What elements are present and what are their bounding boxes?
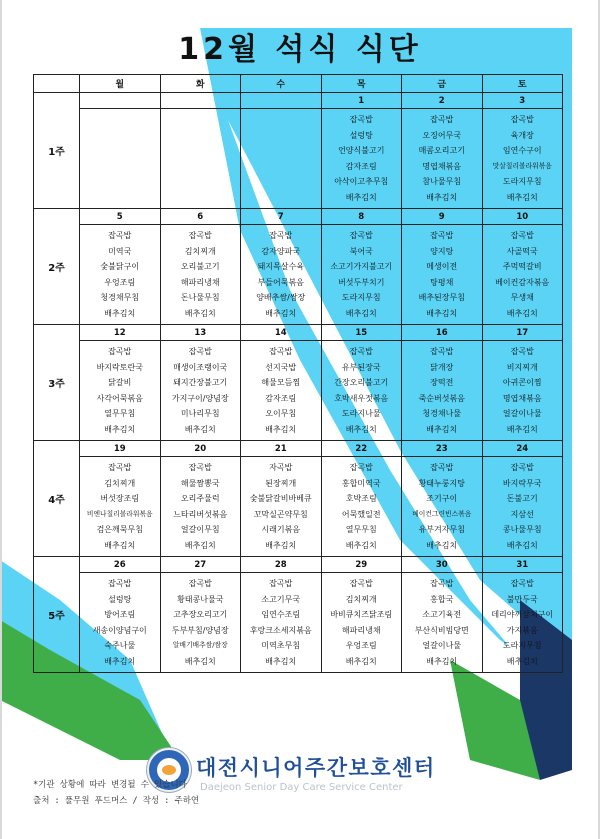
- week-label: 2주: [34, 209, 80, 325]
- menu-item: 배추김치: [345, 308, 377, 318]
- date-row: [34, 441, 563, 457]
- menu-cell: [241, 225, 322, 325]
- date-cell: 14: [241, 325, 322, 341]
- date-cell: 12: [80, 325, 161, 341]
- menu-item: 배추김치: [265, 424, 297, 434]
- week-label: 1주: [34, 93, 80, 209]
- menu-cell: [160, 109, 241, 209]
- date-cell: 3: [482, 93, 563, 109]
- menu-item: 방어조림: [104, 610, 136, 619]
- source-credit: 출처 : 풀무원 푸드머스 / 작성 : 주하연: [33, 796, 200, 806]
- menu-item: 잡곡밥: [510, 115, 534, 124]
- menu-cell: [241, 457, 322, 557]
- date-row: [34, 325, 563, 341]
- week-label: 5주: [34, 557, 80, 673]
- date-cell: [241, 93, 322, 109]
- menu-item: 시래기볶음: [261, 525, 301, 534]
- menu-item: 잡곡밥: [510, 463, 534, 472]
- menu-item: 버섯장조림: [100, 494, 140, 503]
- menu-item: 메생이전: [426, 262, 458, 271]
- menu-cell: [321, 573, 402, 673]
- date-cell: 7: [241, 209, 322, 225]
- date-cell: 9: [402, 209, 483, 225]
- menu-item: 데리야끼삼치구이: [491, 610, 554, 619]
- menu-cell: [321, 341, 402, 441]
- menu-item: 황태누룽지탕: [418, 478, 465, 488]
- weekday-header: 금: [402, 75, 483, 93]
- date-cell: 2: [402, 93, 483, 109]
- menu-cell: [321, 225, 402, 325]
- menu-item: 바지락무국: [502, 478, 542, 488]
- menu-item: 청경채무침: [100, 293, 140, 302]
- date-cell: 5: [80, 209, 161, 225]
- menu-item: 사각어묵볶음: [96, 393, 143, 403]
- menu-item: 언양식불고기: [338, 146, 385, 155]
- weekday-header: 수: [241, 75, 322, 93]
- menu-item: 얼갈이무침: [180, 525, 220, 534]
- menu-item: 도라지무침: [502, 641, 542, 650]
- menu-cell: [160, 225, 241, 325]
- menu-item: 오리주물럭: [180, 494, 220, 503]
- menu-cell: [482, 225, 563, 325]
- menu-item: 느타리버섯볶음: [173, 509, 228, 519]
- menu-item: 설렁탕: [108, 594, 132, 604]
- menu-item: 어묵했일전: [341, 509, 381, 519]
- date-cell: 17: [482, 325, 563, 341]
- menu-item: 우엉조림: [345, 641, 377, 650]
- menu-item: 잡곡밥: [430, 347, 454, 356]
- menu-item: 얼갈이나물: [422, 641, 462, 650]
- menu-item: 돼지목살수육: [257, 262, 304, 271]
- menu-cell: [482, 109, 563, 209]
- menu-cell: [80, 573, 161, 673]
- date-row: [34, 93, 563, 109]
- week-label: 4주: [34, 441, 80, 557]
- menu-item: 잡곡밥: [269, 347, 293, 356]
- menu-cell: [80, 109, 161, 209]
- menu-item: 배추김치: [426, 424, 458, 434]
- menu-item: 해물모듬찜: [261, 378, 301, 387]
- menu-row: [34, 225, 563, 325]
- menu-item: 소고기육전: [422, 610, 462, 619]
- menu-item: 배추김치: [184, 540, 216, 550]
- menu-cell: [160, 573, 241, 673]
- menu-item: 잡곡밥: [188, 463, 212, 472]
- page-title: 12월 석식 식단: [178, 32, 422, 67]
- menu-item: 돼지간장불고기: [173, 378, 228, 387]
- menu-item: 잡곡밥: [430, 115, 454, 124]
- menu-item: 우엉조림: [104, 277, 136, 287]
- menu-item: 배추김치: [345, 192, 377, 202]
- menu-item: 배추김치: [506, 656, 538, 666]
- menu-item: 참나물무침: [422, 177, 462, 186]
- menu-item: 매생이조랭이국: [173, 362, 228, 372]
- date-cell: 10: [482, 209, 563, 225]
- menu-cell: [80, 341, 161, 441]
- menu-item: 해물짬뽕국: [180, 478, 220, 488]
- menu-item: 도라지무침: [341, 293, 381, 302]
- menu-item: 바비큐치즈닭조림: [330, 610, 393, 619]
- date-row: [34, 209, 563, 225]
- menu-item: 양지탕: [430, 246, 454, 256]
- menu-item: 잡곡밥: [108, 347, 132, 356]
- menu-item: 배추김치: [104, 540, 136, 550]
- menu-item: 배추김치: [426, 192, 458, 202]
- menu-item: 배추김치: [265, 540, 297, 550]
- menu-item: 숯불닭갈비바베큐: [249, 494, 312, 503]
- date-cell: 15: [321, 325, 402, 341]
- weekday-header: 화: [160, 75, 241, 93]
- date-cell: 16: [402, 325, 483, 341]
- menu-item: 맛살칠리볼라워볶음: [492, 161, 552, 170]
- menu-item: 김치찌개: [104, 478, 136, 488]
- menu-item: 선지국밥: [265, 362, 297, 372]
- menu-item: 명엽채볶음: [502, 393, 542, 403]
- menu-item: 장떡전: [430, 378, 454, 387]
- menu-item: 홍합미역국: [341, 478, 381, 488]
- menu-item: 김치찌개: [184, 246, 216, 256]
- menu-item: 부산식비빔당면: [414, 625, 469, 635]
- menu-item: 가지구이/양념장: [171, 393, 229, 403]
- menu-item: 잡곡밥: [188, 579, 212, 588]
- date-row: [34, 557, 563, 573]
- menu-item: 미역국: [108, 246, 132, 256]
- menu-item: 배추김치: [104, 656, 136, 666]
- menu-cell: [402, 457, 483, 557]
- menu-item: 오리불고기: [180, 262, 220, 271]
- date-cell: 22: [321, 441, 402, 457]
- menu-cell: [482, 341, 563, 441]
- menu-item: 배추김치: [506, 424, 538, 434]
- menu-item: 유부겨자무침: [418, 525, 465, 534]
- menu-item: 설렁탕: [349, 130, 373, 140]
- date-cell: 8: [321, 209, 402, 225]
- menu-item: 잡곡밥: [108, 231, 132, 240]
- menu-item: 배추김치: [265, 308, 297, 318]
- menu-item: 배추김치: [426, 656, 458, 666]
- date-cell: 28: [241, 557, 322, 573]
- menu-item: 지삼선: [510, 509, 534, 519]
- date-cell: 24: [482, 441, 563, 457]
- menu-item: 부들어묵볶음: [257, 277, 304, 287]
- left-frame-line: [0, 0, 2, 839]
- menu-item: 잡곡밥: [108, 579, 132, 588]
- menu-item: 해파리냉채: [341, 625, 381, 635]
- menu-cell: [402, 341, 483, 441]
- menu-table: [33, 74, 563, 673]
- menu-item: 명엽채볶음: [422, 161, 462, 171]
- date-cell: 21: [241, 441, 322, 457]
- menu-item: 해파리냉채: [180, 277, 220, 287]
- menu-item: 배추김치: [426, 308, 458, 318]
- date-cell: 26: [80, 557, 161, 573]
- menu-item: 잡곡밥: [269, 579, 293, 588]
- date-cell: 27: [160, 557, 241, 573]
- menu-item: 탕평채: [430, 277, 454, 287]
- menu-item: 닭개장: [430, 362, 454, 372]
- menu-item: 도라지나물: [341, 409, 381, 418]
- date-cell: 6: [160, 209, 241, 225]
- date-cell: [80, 93, 161, 109]
- date-cell: 29: [321, 557, 402, 573]
- menu-cell: [321, 457, 402, 557]
- menu-item: 양배추쌈/쌈장: [256, 293, 306, 302]
- menu-item: 잡곡밥: [188, 231, 212, 240]
- menu-cell: [160, 341, 241, 441]
- menu-cell: [482, 573, 563, 673]
- menu-cell: [160, 457, 241, 557]
- center-english-name: Daejeon Senior Day Care Service Center: [200, 782, 403, 793]
- menu-item: 호박조림: [345, 494, 377, 503]
- week-label: 3주: [34, 325, 80, 441]
- menu-item: 배추된장무침: [418, 293, 465, 302]
- menu-item: 죽순버섯볶음: [418, 393, 465, 403]
- menu-item: 소고기무국: [261, 594, 301, 604]
- menu-cell: [482, 457, 563, 557]
- menu-item: 잡곡밥: [510, 579, 534, 588]
- menu-cell: [80, 225, 161, 325]
- menu-item: 잡곡밥: [188, 347, 212, 356]
- menu-row: [34, 457, 563, 557]
- menu-item: 잡곡밥: [349, 231, 373, 240]
- menu-item: 배추김치: [184, 308, 216, 318]
- menu-item: 바지락토란국: [96, 362, 143, 372]
- menu-item: 유부된장국: [341, 362, 381, 372]
- menu-item: 꼬막실곤약무침: [253, 509, 308, 519]
- menu-item: 비엔나칠리볼라워볶음: [86, 509, 153, 518]
- date-cell: 31: [482, 557, 563, 573]
- menu-item: 된장찌개: [265, 478, 297, 488]
- menu-item: 검은깨묵무침: [96, 525, 143, 534]
- menu-item: 배추김치: [265, 656, 297, 666]
- menu-item: 호박새우젓볶음: [334, 393, 389, 403]
- menu-item: 잡곡밥: [349, 463, 373, 472]
- menu-item: 감자조림: [345, 161, 377, 171]
- weekday-header: 월: [80, 75, 161, 93]
- date-cell: 20: [160, 441, 241, 457]
- date-cell: [160, 93, 241, 109]
- menu-item: 잡곡밥: [349, 579, 373, 588]
- menu-cell: [241, 109, 322, 209]
- menu-item: 도라지무침: [502, 177, 542, 186]
- menu-cell: [241, 341, 322, 441]
- menu-item: 새송이양념구이: [92, 625, 147, 635]
- menu-item: 닭갈비: [108, 378, 132, 387]
- menu-item: 육개장: [510, 130, 534, 140]
- menu-item: 잡곡밥: [510, 347, 534, 356]
- menu-item: 버섯두부치기: [338, 277, 385, 287]
- menu-row: [34, 109, 563, 209]
- menu-cell: [241, 573, 322, 673]
- menu-item: 숙주나물: [104, 641, 136, 650]
- menu-item: 베이컨그린빈스볶음: [412, 509, 472, 518]
- menu-item: 열무무침: [345, 525, 377, 534]
- menu-item: 홍합국: [430, 594, 454, 604]
- menu-item: 열무무침: [104, 409, 136, 418]
- menu-item: 두부부침/양념장: [171, 625, 229, 635]
- menu-item: 숯불닭구이: [100, 262, 140, 271]
- date-cell: 19: [80, 441, 161, 457]
- menu-item: 주먹떡갈비: [502, 262, 542, 271]
- weekday-header: 목: [321, 75, 402, 93]
- menu-item: 베이컨감자볶음: [495, 277, 550, 287]
- menu-item: 무생채: [510, 293, 534, 302]
- menu-item: 배추김치: [345, 424, 377, 434]
- menu-item: 배추김치: [506, 540, 538, 550]
- menu-item: 불만두국: [506, 594, 538, 604]
- menu-item: 오이무침: [265, 409, 297, 418]
- menu-row: [34, 341, 563, 441]
- menu-item: 황태콩나물국: [177, 594, 224, 604]
- menu-item: 아귀콘이찜: [502, 378, 542, 387]
- menu-item: 얼갈이나물: [502, 409, 542, 418]
- menu-item: 잡곡밥: [430, 231, 454, 240]
- menu-item: 배추김치: [345, 540, 377, 550]
- menu-item: 배추김치: [506, 192, 538, 202]
- menu-item: 후랑크소세지볶음: [249, 625, 312, 635]
- menu-item: 배추김치: [345, 656, 377, 666]
- menu-row: [34, 573, 563, 673]
- menu-item: 임연수구이: [502, 146, 542, 155]
- menu-cell: [402, 109, 483, 209]
- menu-item: 고추장오리고기: [173, 610, 228, 619]
- menu-item: 감자양파국: [261, 246, 301, 256]
- menu-item: 잡곡밥: [349, 115, 373, 124]
- menu-item: 배추김치: [506, 308, 538, 318]
- date-cell: 23: [402, 441, 483, 457]
- menu-item: 배추김치: [104, 424, 136, 434]
- date-cell: 30: [402, 557, 483, 573]
- menu-item: 배추김치: [184, 424, 216, 434]
- menu-item: 사골떡국: [506, 246, 538, 256]
- menu-item: 감자조림: [265, 393, 297, 403]
- menu-item: 배추김치: [426, 540, 458, 550]
- menu-cell: [80, 457, 161, 557]
- menu-item: 간장오리불고기: [334, 378, 389, 387]
- menu-cell: [402, 573, 483, 673]
- menu-item: 알배기배추쌈/쌈장: [172, 641, 228, 649]
- menu-item: 잡곡밥: [430, 463, 454, 472]
- weekday-header: 토: [482, 75, 563, 93]
- date-cell: 13: [160, 325, 241, 341]
- menu-item: 미역초무침: [261, 641, 301, 650]
- menu-item: 잡곡밥: [510, 231, 534, 240]
- menu-item: 아삭이고추무침: [334, 177, 389, 186]
- menu-item: 콩나물무침: [502, 525, 542, 534]
- menu-item: 청경채나물: [422, 409, 462, 418]
- menu-item: 배추김치: [184, 656, 216, 666]
- menu-item: 북어국: [349, 246, 373, 256]
- menu-item: 매콤오리고기: [418, 146, 465, 155]
- weekday-header-row: [34, 75, 563, 93]
- date-cell: 1: [321, 93, 402, 109]
- corner-cell: [34, 75, 80, 93]
- menu-item: 김치찌개: [345, 594, 377, 604]
- menu-item: 잡곡밥: [269, 231, 293, 240]
- menu-item: 임연수조림: [261, 610, 301, 619]
- menu-item: 조기구이: [426, 494, 458, 503]
- menu-item: 잡곡밥: [349, 347, 373, 356]
- menu-item: 가지볶음: [506, 625, 538, 635]
- menu-item: 비지찌개: [506, 362, 538, 372]
- menu-item: 잡곡밥: [108, 463, 132, 472]
- menu-item: 미나리무침: [180, 409, 220, 418]
- change-notice: *기관 상황에 따라 변경될 수 있습니다: [33, 780, 187, 790]
- menu-item: 돈나물무침: [180, 293, 220, 302]
- menu-cell: [321, 109, 402, 209]
- menu-item: 잡곡밥: [430, 579, 454, 588]
- menu-cell: [402, 225, 483, 325]
- center-name: 대전시니어주간보호센터: [196, 756, 436, 780]
- menu-item: 자곡밥: [269, 463, 293, 472]
- menu-item: 소고기가지불고기: [330, 262, 393, 271]
- menu-item: 배추김치: [104, 308, 136, 318]
- menu-item: 오징어무국: [422, 130, 462, 140]
- menu-item: 돈불고기: [506, 494, 538, 503]
